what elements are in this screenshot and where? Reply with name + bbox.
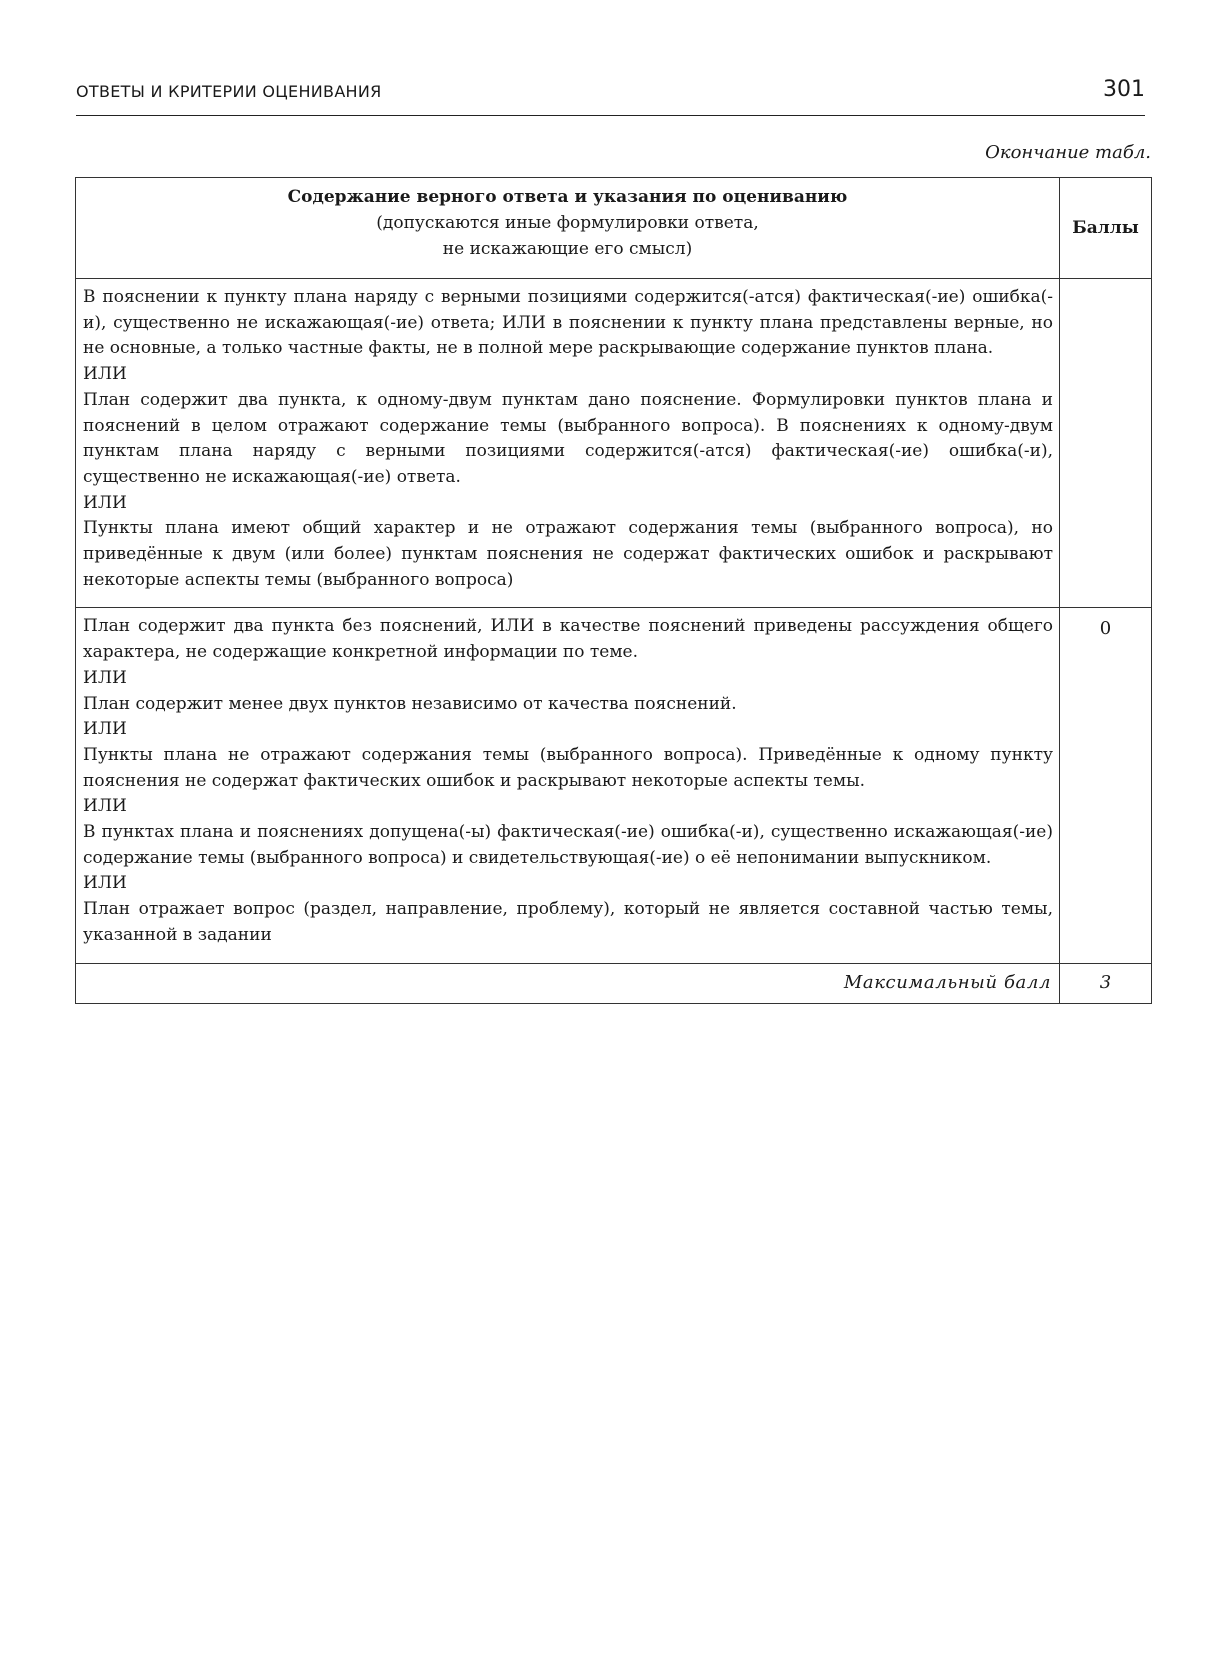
max-score-label: Максимальный балл [76, 963, 1060, 1003]
running-title: ОТВЕТЫ И КРИТЕРИИ ОЦЕНИВАНИЯ [76, 82, 382, 101]
criteria-text: План содержит два пункта без пояснений, ИЛИ в качестве пояснений приведены рассуждения общего характера, не содержащие конкретной информации по теме. [83, 616, 1053, 663]
or-separator: ИЛИ [83, 719, 127, 740]
criteria-text: В пунктах плана и пояснениях допущена(-ы) фактическая(-ие) ошибка(-и), существенно искажающая(-ие) содержание темы (выбранного вопроса) и свидетельствующая(-ие) о её непонимании выпускником. [83, 822, 1053, 868]
criteria-text: В пояснении к пункту плана наряду с верными позициями содержится(-атся) фактическая(-ие) ошибка(-и), существенно не искажающая(-ие) ответа; ИЛИ в пояснении к пункту плана представлены верные, но не основные, а только частные факты, не в полной мере раскрывающие содержание пунктов плана. [83, 287, 1053, 359]
page-number: 301 [1103, 77, 1145, 102]
column-header-note-line1: (допускаются иные формулировки ответа, [376, 213, 759, 233]
column-header-title: Содержание верного ответа и указания по оцениванию [287, 187, 848, 207]
column-header-note-line2: не искажающие его смысл) [442, 239, 693, 259]
table-continuation-note: Окончание табл. [985, 142, 1151, 163]
or-separator: ИЛИ [83, 873, 127, 894]
header-rule [76, 115, 1145, 116]
score-cell [1060, 279, 1152, 608]
table-row [76, 279, 1152, 608]
table-row [76, 608, 1152, 963]
criteria-text: План отражает вопрос (раздел, направление, проблему), который не является составной частью темы, указанной в задании [83, 899, 1053, 945]
criteria-text: Пункты плана имеют общий характер и не отражают содержания темы (выбранного вопроса), но приведённые к двум (или более) пунктам пояснения не содержат фактических ошибок и раскрывают некоторые аспекты темы (выбранного вопроса) [83, 518, 1053, 590]
criteria-cell [76, 279, 1060, 608]
criteria-text: План содержит два пункта, к одному-двум пунктам дано пояснение. Формулировки пунктов плана и пояснений в целом отражают содержание темы (выбранного вопроса). В пояснениях к одному-двум пунктам плана наряду с верными позициями содержится(-атся) фактическая(-ие) ошибка(-и), существенно не искажающая(-ие) ответа. [83, 389, 1053, 487]
or-separator: ИЛИ [83, 667, 127, 688]
criteria-cell [76, 608, 1060, 963]
table-header-row [76, 178, 1152, 279]
criteria-text: Пункты плана не отражают содержания темы (выбранного вопроса). Приведённые к одному пункту пояснения не содержат фактических ошибок и раскрывают некоторые аспекты темы. [83, 744, 1053, 791]
column-header-score: Баллы [1060, 178, 1152, 279]
criteria-text: План содержит менее двух пунктов независимо от качества пояснений. [83, 693, 737, 714]
or-separator: ИЛИ [83, 492, 127, 513]
column-header-content [76, 178, 1060, 279]
criteria-table [75, 177, 1152, 1004]
score-cell: 0 [1060, 608, 1152, 963]
or-separator: ИЛИ [83, 796, 127, 817]
or-separator: ИЛИ [83, 364, 127, 385]
max-score-value: 3 [1060, 963, 1152, 1003]
max-score-row [76, 963, 1152, 1003]
